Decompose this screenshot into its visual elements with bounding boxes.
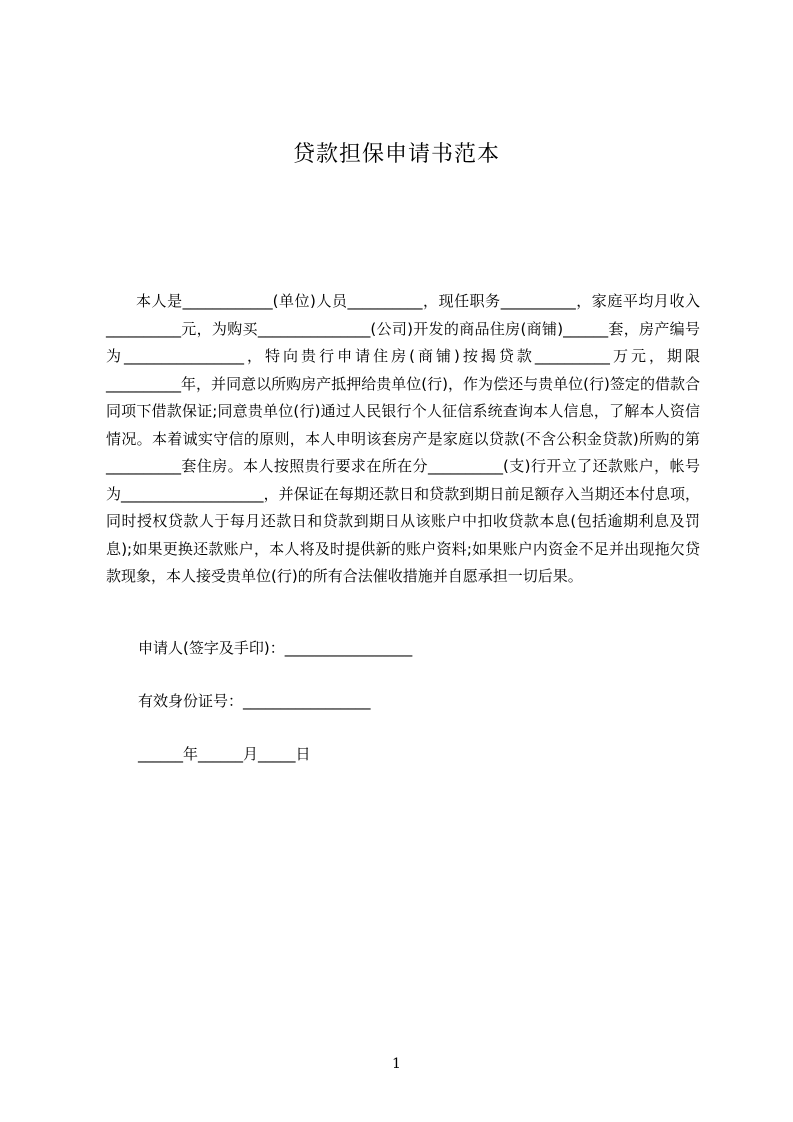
date-line: ______年______月_____日	[138, 745, 311, 763]
applicant-signature-line: 申请人(签字及手印)：_________________	[138, 639, 413, 657]
page-number: 1	[392, 1056, 401, 1072]
document-title: 贷款担保申请书范本	[292, 142, 500, 167]
id-number-line: 有效身份证号：_________________	[138, 692, 371, 710]
application-body-text: 本人是____________(单位)人员__________，现任职务__________，家庭平均月收入__________元，为购买_______________(公司)开发的商品住房(商铺)______套，房产编号为________________，特向贵行申请住房(商铺)按揭贷款__________万元，期限__________年，并同意以所购房产抵押给贵单位(行)，作为偿还与贵单位(行)签定的借款合同项下借款保证;同意贵单位(行)通过人民银行个人征信系统查询本人信息，了解本人资信情况。本着诚实守信的原则，本人申明该套房产是家庭以贷款(不含公积金贷款)所购的第__________套住房。本人按照贵行要求在所在分__________(支)行开立了还款账户，帐号为___________________，并保证在每期还款日和贷款到期日前足额存入当期还本付息项，同时授权贷款人于每月还款日和贷款到期日从该账户中扣收贷款本息(包括逾期利息及罚息);如果更换还款账户，本人将及时提供新的账户资料;如果账户内资金不足并出现拖欠贷款现象，本人接受贵单位(行)的所有合法催收措施并自愿承担一切后果。	[106, 292, 700, 585]
